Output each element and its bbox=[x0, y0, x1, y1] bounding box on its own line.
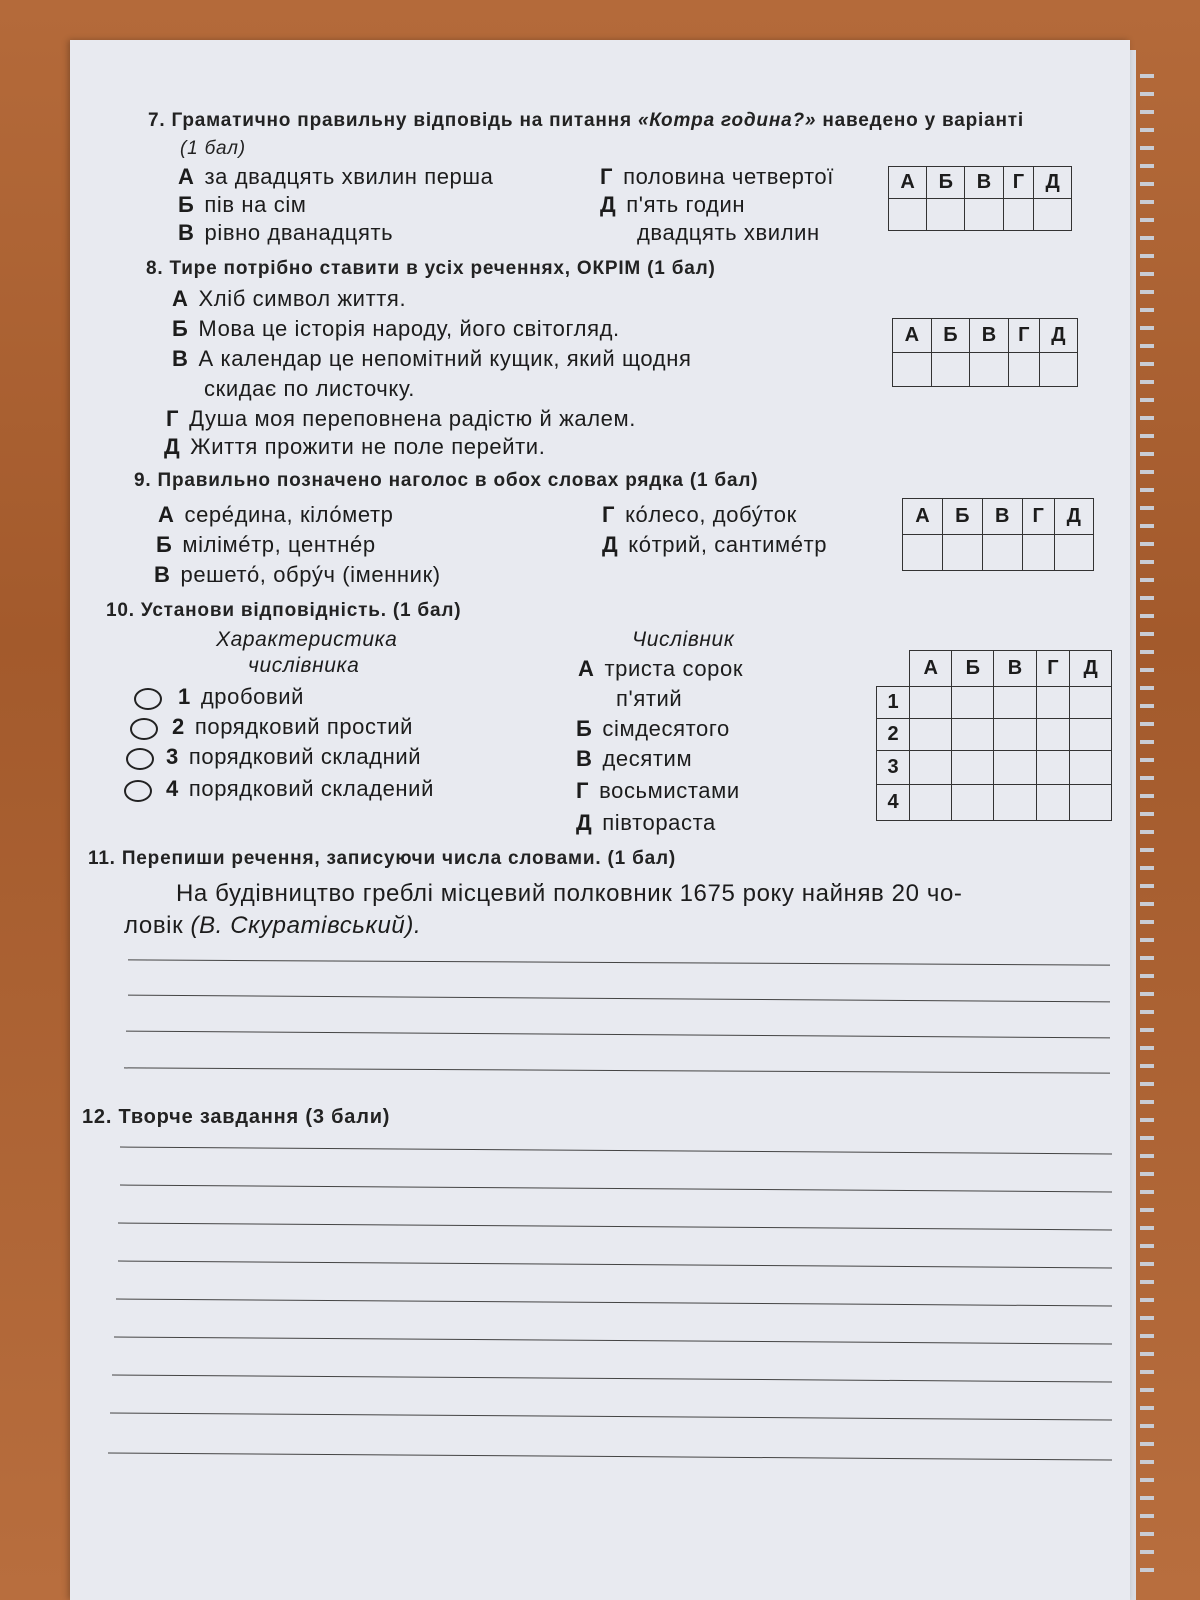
q10-left-header-1: Характеристика bbox=[216, 628, 398, 651]
q7-option-b: Б пів на сім bbox=[178, 192, 307, 217]
answer-cell[interactable] bbox=[952, 719, 994, 751]
answer-cell[interactable] bbox=[1070, 751, 1112, 785]
q11-sentence-line1: На будівництво греблі місцевий полковник 1675 року найняв 20 чо- bbox=[176, 880, 963, 907]
q10-answer-grid bbox=[876, 650, 1112, 821]
answer-cell[interactable] bbox=[994, 719, 1036, 751]
answer-cell[interactable] bbox=[1036, 785, 1070, 821]
grid-header-cell: Г bbox=[1036, 651, 1070, 687]
grid-header-cell: В bbox=[994, 651, 1036, 687]
answer-cell[interactable] bbox=[942, 535, 982, 571]
grid-header-cell: В bbox=[970, 319, 1009, 353]
radio-circle[interactable] bbox=[130, 718, 158, 740]
q7-option-a: А за двадцять хвилин перша bbox=[178, 164, 494, 189]
grid-header-cell: Г bbox=[1022, 499, 1054, 535]
q10-left-4: 4 порядковий складений bbox=[166, 776, 434, 801]
answer-cell[interactable] bbox=[931, 353, 970, 387]
answer-cell[interactable] bbox=[970, 353, 1009, 387]
grid-header-cell: Д bbox=[1039, 319, 1077, 353]
q7-option-d: Д п'ять годин bbox=[600, 192, 746, 217]
answer-cell[interactable] bbox=[927, 199, 965, 231]
grid-header-cell: Д bbox=[1034, 167, 1072, 199]
q9-option-b: Б мілімéтр, центнéр bbox=[156, 532, 376, 557]
q11-sentence-line2: ловік (В. Скуратівський). bbox=[124, 912, 422, 939]
answer-cell[interactable] bbox=[994, 751, 1036, 785]
answer-cell[interactable] bbox=[910, 687, 952, 719]
q10-right-b: Б сімдесятого bbox=[576, 716, 730, 741]
radio-circle[interactable] bbox=[134, 688, 162, 710]
q9-title: 9. Правильно позначено наголос в обох словах рядка (1 бал) bbox=[134, 470, 759, 491]
answer-cell[interactable] bbox=[1039, 353, 1077, 387]
answer-cell[interactable] bbox=[1034, 199, 1072, 231]
answer-cell[interactable] bbox=[1036, 719, 1070, 751]
q8-option-b: Б Мова це історія народу, його світогляд. bbox=[172, 316, 620, 341]
q12-title: 12. Творче завдання (3 бали) bbox=[82, 1106, 391, 1128]
q7-points: (1 бал) bbox=[180, 138, 246, 159]
answer-cell[interactable] bbox=[1070, 719, 1112, 751]
grid-header-cell: Д bbox=[1054, 499, 1093, 535]
grid-header-cell: Г bbox=[1008, 319, 1039, 353]
radio-circle[interactable] bbox=[124, 780, 152, 802]
grid-header-cell: Б bbox=[952, 651, 994, 687]
grid-header-cell: Г bbox=[1003, 167, 1034, 199]
q8-option-v-cont: скидає по листочку. bbox=[204, 376, 415, 401]
q9-option-g: Г ко́лесо, добу́ток bbox=[602, 502, 797, 527]
q8-option-d: Д Життя прожити не поле перейти. bbox=[164, 434, 546, 459]
q8-title: 8. Тире потрібно ставити в усіх реченнях, ОКРІМ (1 бал) bbox=[146, 258, 716, 279]
q8-option-g: Г Душа моя переповнена радістю й жалем. bbox=[166, 406, 636, 431]
grid-header-cell: А bbox=[910, 651, 952, 687]
radio-circle[interactable] bbox=[126, 748, 154, 770]
q10-right-a-cont: п'ятий bbox=[616, 686, 683, 711]
q10-right-d: Д півтораста bbox=[576, 810, 716, 835]
q10-left-1: 1 дробовий bbox=[178, 684, 305, 709]
answer-cell[interactable] bbox=[1022, 535, 1054, 571]
q8-answer-grid bbox=[892, 318, 1078, 387]
q7-title: 7. Граматично правильну відповідь на питання «Котра година?» наведено у варіанті bbox=[148, 110, 1024, 131]
q10-right-a: А триста сорок bbox=[578, 656, 744, 681]
grid-corner-cell bbox=[877, 651, 910, 687]
q10-left-2: 2 порядковий простий bbox=[172, 714, 414, 739]
q10-left-3: 3 порядковий складний bbox=[166, 744, 422, 769]
grid-header-cell: А bbox=[903, 499, 943, 535]
q11-title: 11. Перепиши речення, записуючи числа словами. (1 бал) bbox=[88, 848, 676, 869]
q8-option-a: А Хліб символ життя. bbox=[172, 286, 407, 311]
grid-header-cell: В bbox=[982, 499, 1022, 535]
answer-cell[interactable] bbox=[1036, 687, 1070, 719]
grid-row-header: 3 bbox=[877, 751, 910, 785]
q7-answer-grid bbox=[888, 166, 1072, 231]
perforation bbox=[1140, 60, 1154, 1580]
q9-option-a: А сере́дина, кіло́метр bbox=[158, 502, 394, 527]
answer-cell[interactable] bbox=[910, 719, 952, 751]
q9-option-d: Д ко́трий, сантимéтр bbox=[602, 532, 828, 557]
answer-cell[interactable] bbox=[903, 535, 943, 571]
q9-option-v: В решето́, обру́ч (іменник) bbox=[154, 562, 441, 587]
answer-cell[interactable] bbox=[994, 687, 1036, 719]
q10-left-header-2: числівника bbox=[248, 654, 360, 677]
answer-cell[interactable] bbox=[1003, 199, 1034, 231]
q8-option-v: В А календар це непомітний кущик, який щодня bbox=[172, 346, 692, 371]
answer-cell[interactable] bbox=[1036, 751, 1070, 785]
answer-cell[interactable] bbox=[1054, 535, 1093, 571]
q7-option-g: Г половина четвертої bbox=[600, 164, 834, 189]
q7-option-d-cont: двадцять хвилин bbox=[637, 220, 820, 245]
grid-header-cell: Б bbox=[931, 319, 970, 353]
grid-header-cell: Б bbox=[927, 167, 965, 199]
answer-cell[interactable] bbox=[893, 353, 932, 387]
grid-header-cell: Б bbox=[942, 499, 982, 535]
answer-cell[interactable] bbox=[965, 199, 1003, 231]
answer-cell[interactable] bbox=[952, 687, 994, 719]
answer-cell[interactable] bbox=[1070, 785, 1112, 821]
grid-header-cell: В bbox=[965, 167, 1003, 199]
q7-option-v: В рівно дванадцять bbox=[178, 220, 394, 245]
grid-row-header: 2 bbox=[877, 719, 910, 751]
grid-header-cell: А bbox=[889, 167, 927, 199]
answer-cell[interactable] bbox=[1070, 687, 1112, 719]
grid-header-cell: А bbox=[893, 319, 932, 353]
q10-right-header: Числівник bbox=[632, 628, 735, 651]
answer-cell[interactable] bbox=[889, 199, 927, 231]
grid-row-header: 1 bbox=[877, 687, 910, 719]
q9-answer-grid bbox=[902, 498, 1094, 571]
answer-cell[interactable] bbox=[994, 785, 1036, 821]
answer-cell[interactable] bbox=[910, 751, 952, 785]
answer-cell[interactable] bbox=[1008, 353, 1039, 387]
answer-cell[interactable] bbox=[952, 751, 994, 785]
q10-title: 10. Установи відповідність. (1 бал) bbox=[106, 600, 462, 621]
q10-right-v: В десятим bbox=[576, 746, 693, 771]
grid-header-cell: Д bbox=[1070, 651, 1112, 687]
grid-row-header: 4 bbox=[877, 785, 910, 821]
answer-cell[interactable] bbox=[910, 785, 952, 821]
answer-cell[interactable] bbox=[952, 785, 994, 821]
answer-cell[interactable] bbox=[982, 535, 1022, 571]
q10-right-g: Г восьмистами bbox=[576, 778, 740, 803]
